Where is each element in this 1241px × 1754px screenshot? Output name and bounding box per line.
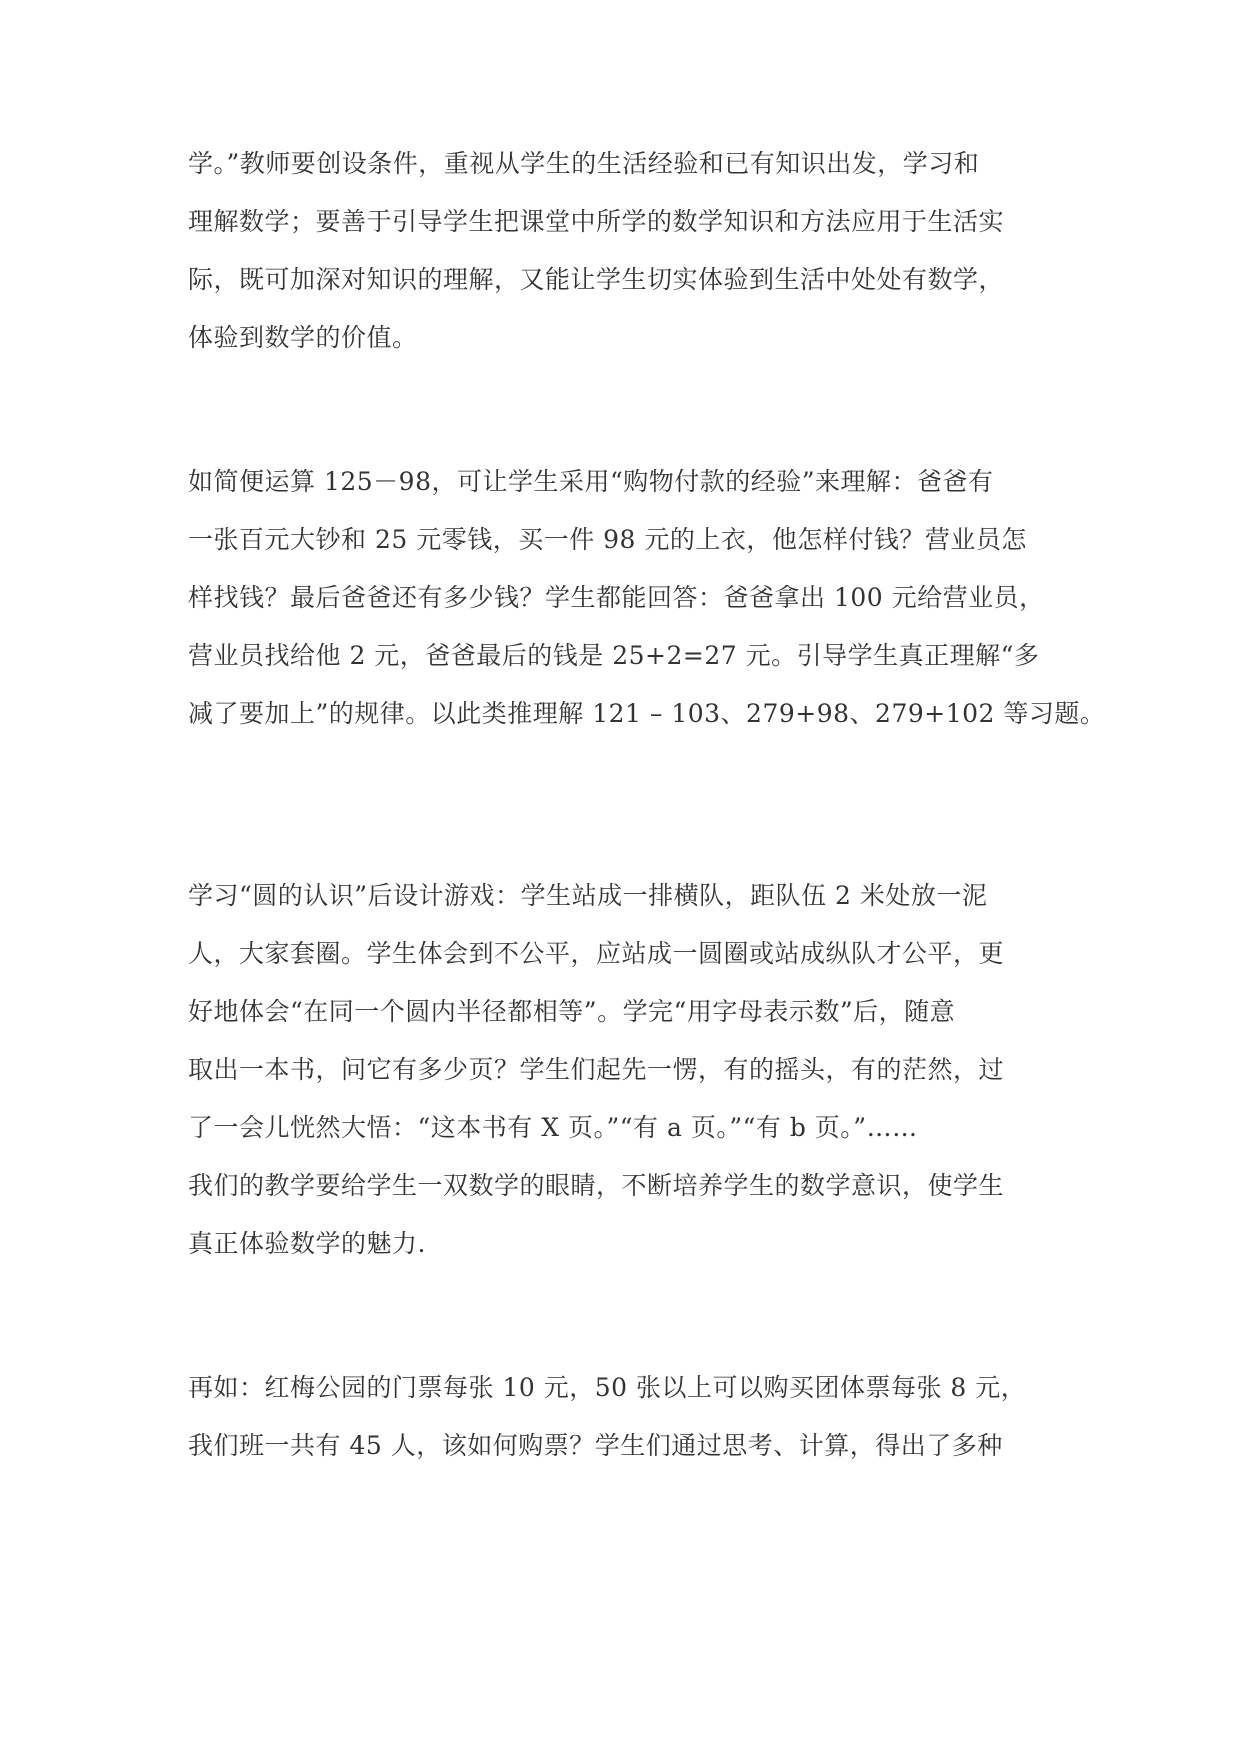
text-line: 理解数学；要善于引导学生把课堂中所学的数学知识和方法应用于生活实: [188, 207, 1005, 236]
text-line: 如简便运算 125－98，可让学生采用“购物付款的经验”来理解：爸爸有: [188, 467, 994, 496]
text-line: 再如：红梅公园的门票每张 10 元，50 张以上可以购买团体票每张 8 元，: [188, 1373, 1027, 1402]
text-line: 我们的教学要给学生一双数学的眼睛，不断培养学生的数学意识，使学生: [188, 1171, 1005, 1200]
text-line: 体验到数学的价值。: [188, 323, 418, 352]
text-line: 人，大家套圈。学生体会到不公平，应站成一圆圈或站成纵队才公平，更: [188, 939, 1005, 968]
text-line: 一张百元大钞和 25 元零钱，买一件 98 元的上衣，他怎样付钱？营业员怎: [188, 525, 1027, 554]
text-line: 我们班一共有 45 人，该如何购票？学生们通过思考、计算，得出了多种: [188, 1431, 1003, 1460]
text-line: 了一会儿恍然大悟：“这本书有 X 页。”“有 a 页。”“有 b 页。”……: [188, 1113, 918, 1142]
text-line: 营业员找给他 2 元，爸爸最后的钱是 25+2=27 元。引导学生真正理解“多: [188, 641, 1040, 670]
text-line: 减了要加上”的规律。以此类推理解 121 – 103、279+98、279+102 等习题。: [188, 699, 1106, 728]
text-line: 学。”教师要创设条件，重视从学生的生活经验和已有知识出发，学习和: [188, 149, 980, 178]
text-line: 取出一本书，问它有多少页？学生们起先一愣，有的摇头，有的茫然，过: [188, 1055, 1005, 1084]
text-line: 真正体验数学的魅力.: [188, 1229, 426, 1258]
text-line: 样找钱？最后爸爸还有多少钱？学生都能回答：爸爸拿出 100 元给营业员，: [188, 583, 1045, 612]
text-line: 际，既可加深对知识的理解，又能让学生切实体验到生活中处处有数学，: [188, 265, 1005, 294]
text-line: 学习“圆的认识”后设计游戏：学生站成一排横队，距队伍 2 米处放一泥: [188, 881, 988, 910]
text-line: 好地体会“在同一个圆内半径都相等”。学完“用字母表示数”后，随意: [188, 997, 956, 1026]
